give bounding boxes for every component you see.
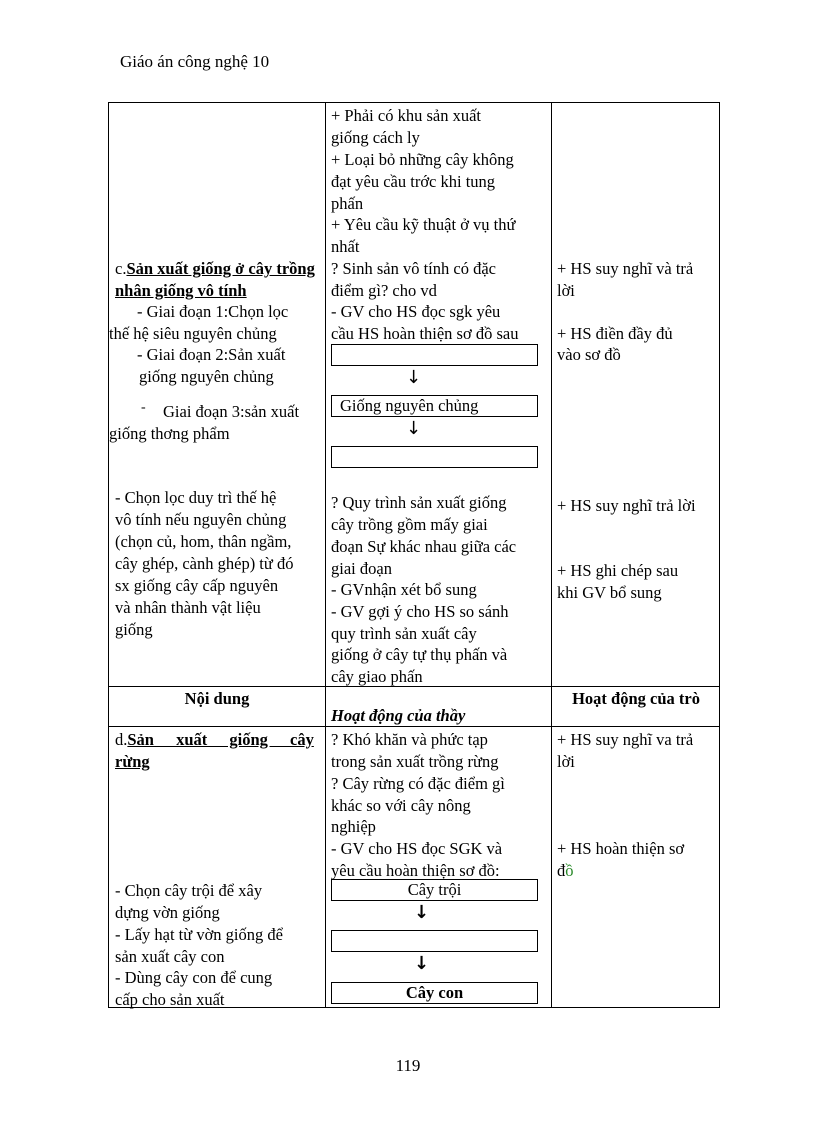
student-d-b1: + HS hoàn thiện sơ bbox=[557, 839, 685, 858]
teacher-d-7: yêu cầu hoàn thiện sơ đồ: bbox=[331, 861, 500, 880]
teacher-mid-9: cây giao phấn bbox=[331, 667, 423, 686]
arrow-down-icon: ↓ bbox=[406, 418, 422, 439]
teacher-line-2: giống cách ly bbox=[331, 128, 420, 147]
teacher-d-1: ? Khó khăn và phức tạp bbox=[331, 730, 488, 749]
teacher-d-3: ? Cây rừng có đặc điểm gì bbox=[331, 774, 505, 793]
teacher-line-1: + Phải có khu sản xuất bbox=[331, 106, 481, 125]
column-divider-2 bbox=[551, 103, 552, 1007]
detail-line-1: - Chọn lọc duy trì thế hệ bbox=[115, 488, 277, 507]
detail-line-7: giống bbox=[115, 620, 153, 639]
detail-line-4: cây ghép, cành ghép) từ đó bbox=[115, 554, 294, 573]
section-d-item-1: - Chọn cây trội để xây bbox=[115, 881, 263, 900]
section-d-title-b: rừng bbox=[115, 752, 150, 771]
teacher-mid-5: - GVnhận xét bổ sung bbox=[331, 580, 477, 599]
lesson-table bbox=[108, 102, 720, 1008]
section-c-title: c.Sản xuất giống ở cây trồng nhân giống vô tính bbox=[115, 259, 315, 300]
diagram-d-box-3: Cây con bbox=[331, 982, 538, 1004]
teacher-mid-4: giai đoạn bbox=[331, 559, 392, 578]
stage-3-dash: - bbox=[141, 400, 146, 415]
teacher-mid-2: cây trồng gồm mấy giai bbox=[331, 515, 488, 534]
stage-3b: giống thơng phẩm bbox=[109, 424, 230, 443]
teacher-mid-8: giống ở cây tự thụ phấn và bbox=[331, 645, 508, 664]
diagram-c-box-1 bbox=[331, 344, 538, 366]
teacher-line-3: + Loại bỏ những cây không bbox=[331, 150, 514, 169]
detail-line-2: vô tính nếu nguyên chủng bbox=[115, 510, 287, 529]
diagram-c-box-3 bbox=[331, 446, 538, 468]
teacher-line-4: đạt yêu cầu trớc khi tung bbox=[331, 172, 496, 191]
arrow-down-icon: ↓ bbox=[414, 902, 430, 923]
teacher-d-6: - GV cho HS đọc SGK và bbox=[331, 839, 503, 858]
teacher-d-4: khác so với cây nông bbox=[331, 796, 471, 815]
section-d-title-a: Sản xuất giống cây bbox=[127, 730, 314, 749]
teacher-line-8: ? Sinh sản vô tính có đặc bbox=[331, 259, 496, 278]
stage-1b: thế hệ siêu nguyên chủng bbox=[109, 324, 277, 343]
section-d-item-3: - Lấy hạt từ vờn giống để bbox=[115, 925, 283, 944]
diagram-c-box-2: Giống nguyên chủng bbox=[331, 395, 538, 417]
teacher-line-9: điểm gì? cho vd bbox=[331, 281, 437, 300]
teacher-d-5: nghiệp bbox=[331, 817, 376, 836]
section-d-item-5: - Dùng cây con để cung bbox=[115, 968, 273, 987]
student-c-c1: + HS suy nghĩ trả lời bbox=[557, 496, 696, 515]
diagram-d-box-1: Cây trội bbox=[331, 879, 538, 901]
student-c-b1: + HS điền đầy đủ bbox=[557, 324, 673, 343]
teacher-d-2: trong sản xuất trồng rừng bbox=[331, 752, 499, 771]
section-d-item-4: sản xuất cây con bbox=[115, 947, 225, 966]
stage-1: - Giai đoạn 1:Chọn lọc bbox=[137, 302, 289, 321]
stage-2: - Giai đoạn 2:Sản xuất bbox=[137, 345, 286, 364]
detail-line-3: (chọn củ, hom, thân ngầm, bbox=[115, 532, 292, 551]
student-c-b2: vào sơ đồ bbox=[557, 345, 621, 364]
student-d-a1: + HS suy nghĩ va trả bbox=[557, 730, 694, 749]
arrow-down-icon: ↓ bbox=[406, 367, 422, 388]
detail-line-6: và nhân thành vật liệu bbox=[115, 598, 261, 617]
teacher-line-7: nhất bbox=[331, 237, 360, 256]
student-c-a2: lời bbox=[557, 281, 575, 300]
student-c-d2: khi GV bổ sung bbox=[557, 583, 662, 602]
column-divider-1 bbox=[325, 103, 326, 1007]
teacher-mid-3: đoạn Sự khác nhau giữa các bbox=[331, 537, 517, 556]
teacher-mid-6: - GV gợi ý cho HS so sánh bbox=[331, 602, 509, 621]
stage-2b: giống nguyên chủng bbox=[139, 367, 274, 386]
student-d-a2: lời bbox=[557, 752, 575, 771]
green-mark: ồ bbox=[565, 861, 574, 880]
student-c-d1: + HS ghi chép sau bbox=[557, 561, 679, 580]
header-student: Hoạt động của trò bbox=[572, 689, 700, 708]
student-d-b2: đồ bbox=[557, 861, 574, 880]
page-number: 119 bbox=[395, 1056, 421, 1075]
diagram-d-box-2 bbox=[331, 930, 538, 952]
page-header: Giáo án công nghệ 10 bbox=[120, 52, 270, 71]
student-c-a1: + HS suy nghĩ và trả bbox=[557, 259, 694, 278]
teacher-mid-7: quy trình sản xuất cây bbox=[331, 624, 477, 643]
detail-line-5: sx giống cây cấp nguyên bbox=[115, 576, 279, 595]
stage-3: Giai đoạn 3:sản xuất bbox=[163, 402, 300, 421]
teacher-line-11: cầu HS hoàn thiện sơ đồ sau bbox=[331, 324, 519, 343]
arrow-down-icon: ↓ bbox=[414, 953, 430, 974]
teacher-line-6: + Yêu cầu kỹ thuật ở vụ thứ bbox=[331, 215, 516, 234]
section-c-title-text: Sản xuất giống ở cây trồng nhân giống vô tính bbox=[115, 259, 315, 300]
teacher-mid-1: ? Quy trình sản xuất giống bbox=[331, 493, 507, 512]
section-d-title: d.Sản xuất giống cây bbox=[115, 730, 314, 749]
header-content: Nội dung bbox=[184, 689, 250, 708]
teacher-line-10: - GV cho HS đọc sgk yêu bbox=[331, 302, 501, 321]
header-teacher: Hoạt động của thầy bbox=[331, 706, 466, 725]
teacher-line-5: phấn bbox=[331, 194, 364, 213]
section-d-item-6: cấp cho sản xuất bbox=[115, 990, 225, 1009]
section-d-item-2: dựng vờn giống bbox=[115, 903, 220, 922]
